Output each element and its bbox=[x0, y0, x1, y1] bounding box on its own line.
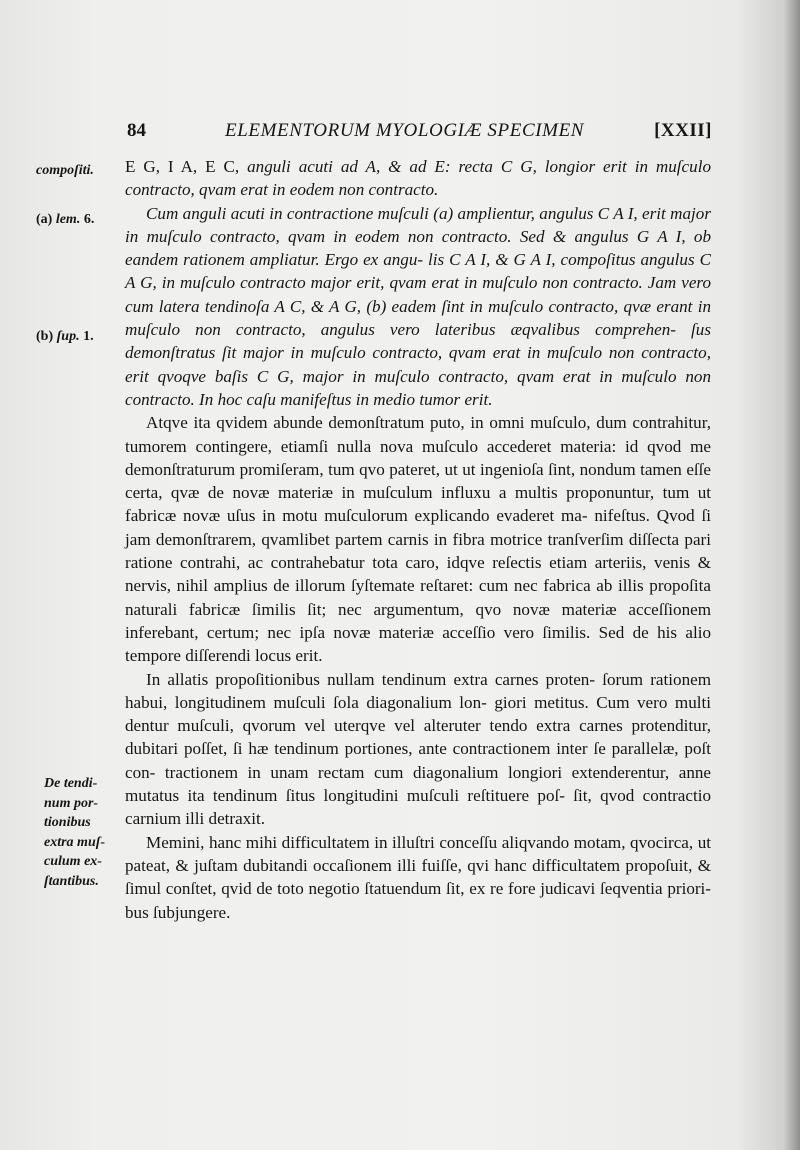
ref-b-num: 1. bbox=[79, 329, 94, 344]
paragraph-5: Memini, hanc mihi difficultatem in illuſtri conceſſu aliqvando motam, qvocirca, ut pateat, & juſtam dubitandi occaſionem illi fuiſſe, qvi hanc difficultatem propoſuit, & ſimul conſtet, qvid de toto negotio ſtatuendum ſit, ex re fore judicavi ſeqventia priori- bus ſubjungere. bbox=[125, 832, 711, 922]
ref-b-text: ſup. bbox=[56, 329, 80, 344]
paragraph-3: Atqve ita qvidem abunde demonſtratum puto, in omni muſculo, dum contrahitur, tumorem contingere, etiamſi nulla nova muſculo accederet materia: id qvod me demonſtraturum promiſeram, tum qvo pateret, ut ut ingenioſa ſint, nondum tamen eſſe certa, qvæ de novæ materiæ in muſculum influxu a multis proponuntur, tum ut fabricæ novæ uſus in motu muſculorum explicando evaderet ma- nifeſtus. Qvod ſi jam demonſtrarem, qvamlibet partem carnis in fibra motrice tranſverſim diſſecta pari ratione contrahi, ac contrahebatur tota caro, idqve reſectis etiam arteriis, venis & nervis, nihil amplius de illorum ſyſtemate reſtaret: cum nec fabrica ab illis propoſita naturali fabricæ ſimilis ſit; nec argumentum, qvo novæ materiæ acceſſionem inferebant, certum; nec ipſa novæ materiæ acceſſio vero ſimilis. Sed de his alio tempore diſſerendi locus erit. bbox=[125, 413, 711, 666]
ref-a-label: (a) bbox=[36, 212, 56, 227]
margin-note-line: tionibus bbox=[44, 815, 91, 830]
paragraph-4: In allatis propoſitionibus nullam tendinum extra carnes proten- ſorum rationem habui, longitudinem muſculi ſola diagonalium lon- giori metitus. Cum vero multi dentur muſculi, qvorum vel uterqve vel alteruter tendo extra carnes protenditur, dubitari poſſet, ſi hæ tendinum portiones, ante contractionem inter ſe parallelæ, poſt con- tractionem in unam rectam cum diagonalium longiori extenderentur, anne mutatus ita tendinum ſitus longitudini muſculi reſtituere poſ- ſit, qvod contractio carnium illi detraxit. bbox=[125, 669, 711, 829]
margin-note-ref-a bbox=[36, 211, 94, 229]
margin-note-line: num por- bbox=[44, 795, 99, 811]
paragraph-1-upright: E G, I A, E C, bbox=[125, 157, 248, 176]
paragraph-2: Cum anguli acuti in contractione muſculi (a) amplientur, angulus C A I, erit major in muſculo contracto, qvam in eodem non contracto. Sed & angulus G A I, ob eandem rationem ampliatur. Ergo ex angu- lis C A I, & G A I, compoſitus angulus C A G, in muſculo contracto major erit, qvam erat in muſculo non contracto. Jam vero cum latera tendinoſa A C, & A G, (b) eadem ſint in muſculo contracto, qvæ erant in muſculo non contracto, angulus vero lateribus æqvalibus comprehen- ſus demonſtratus ſit major in muſculo contracto, qvam erat in muſculo non contracto, erit qvoqve baſis C G, major in muſculo contracto, qvam erat in muſculo non contracto. In hoc caſu manifeſtus in medio tumor erit. bbox=[125, 203, 711, 409]
page-number: 84 bbox=[127, 120, 146, 141]
paragraph-1 bbox=[125, 155, 711, 202]
ref-b-label: (b) bbox=[36, 329, 57, 344]
margin-note-compositi: compoſiti. bbox=[36, 163, 94, 178]
ref-a-num: 6. bbox=[80, 212, 95, 227]
body-text bbox=[125, 155, 711, 924]
running-title: ELEMENTORUM MYOLOGIÆ SPECIMEN bbox=[225, 120, 585, 141]
section-number: [XXII] bbox=[654, 120, 712, 141]
margin-note-line: De tendi- bbox=[44, 776, 98, 791]
margin-note-line: extra muſ- bbox=[44, 834, 106, 850]
margin-note-line: culum ex- bbox=[44, 854, 102, 869]
margin-note-tendinum bbox=[44, 774, 105, 891]
page-header bbox=[127, 120, 712, 144]
paragraph-1-italic: anguli acuti ad A, & ad E: recta C G, longior erit in muſculo contracto, qvam erat in eodem non contracto. bbox=[125, 157, 711, 200]
margin-note-line: ſtantibus. bbox=[44, 873, 99, 889]
margin-note-ref-b bbox=[36, 328, 94, 346]
ref-a-text: lem. bbox=[55, 212, 81, 227]
